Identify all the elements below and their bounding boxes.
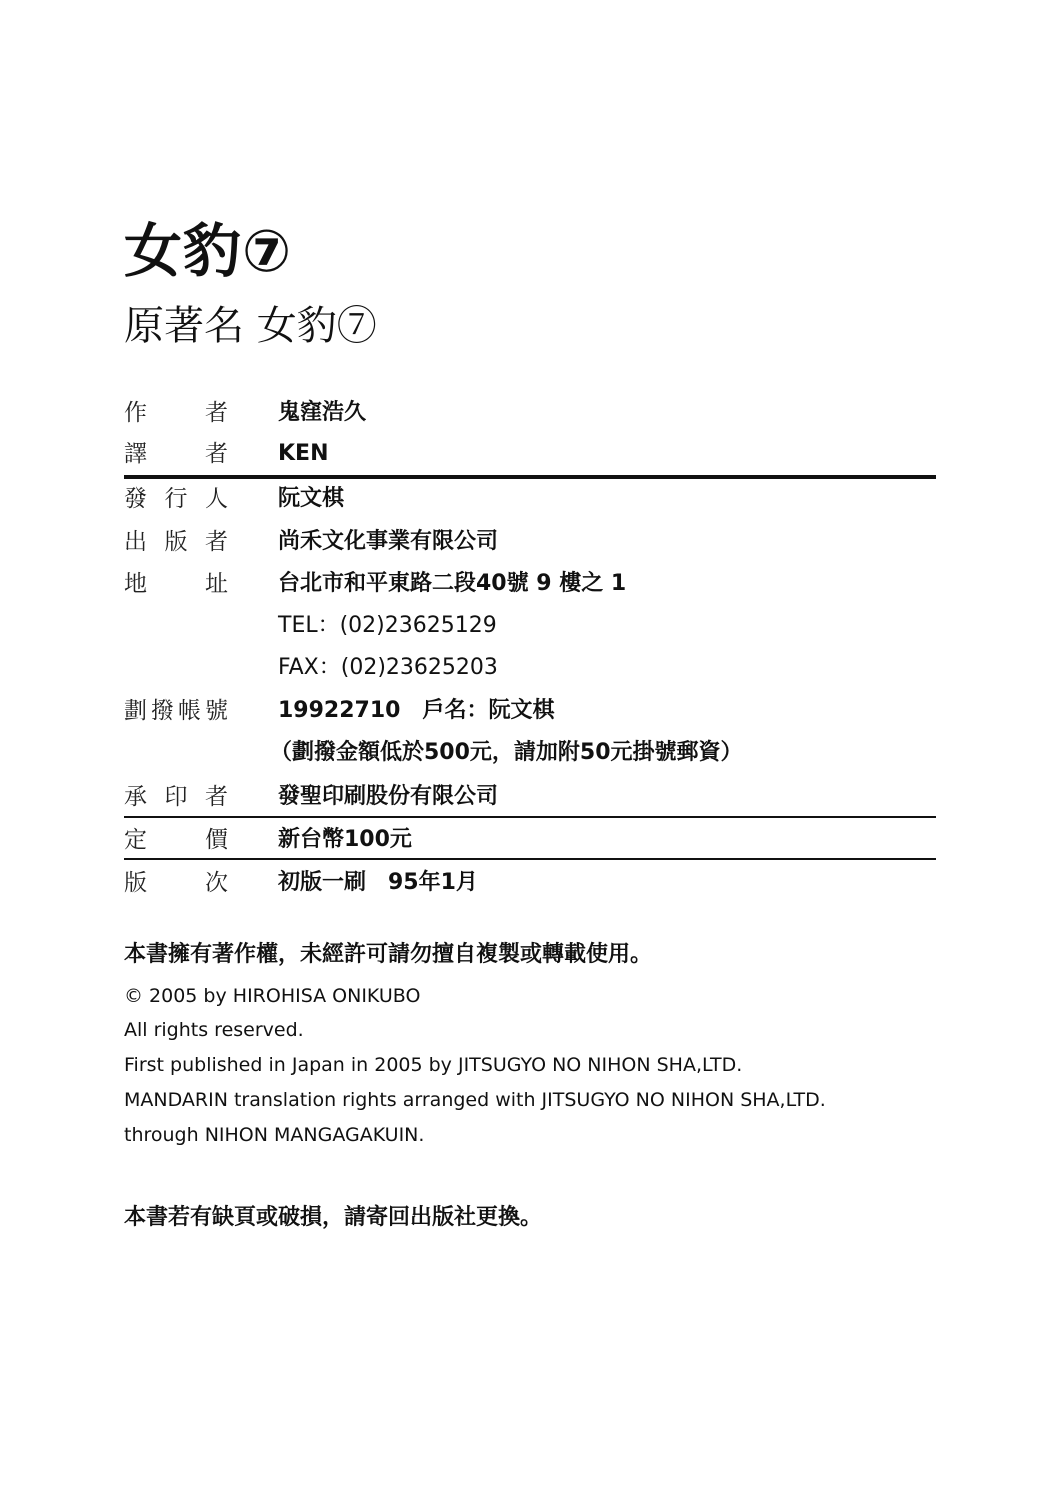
account-row	[124, 695, 936, 731]
publisher-person-row	[124, 483, 936, 519]
fax-row	[124, 652, 936, 688]
author-label: 作 者	[124, 400, 228, 426]
author-row	[124, 397, 936, 433]
author-value: 鬼窪浩久	[278, 400, 367, 425]
publisher-person-label: 發 行 人	[124, 486, 228, 512]
translator-row	[124, 438, 936, 474]
printer-label: 承 印 者	[124, 784, 228, 810]
tel-value: TEL：(02)23625129	[278, 613, 497, 638]
publisher-value: 尚禾文化事業有限公司	[278, 529, 499, 554]
account-value: 19922710 戶名：阮文棋	[278, 698, 555, 723]
edition-value: 初版一刷 95年1月	[278, 870, 478, 895]
rights-line: All rights reserved.	[124, 1019, 304, 1041]
publisher-person-value: 阮文棋	[278, 486, 345, 511]
agency-line: through NIHON MANGAGAKUIN.	[124, 1124, 425, 1146]
copyright-line: © 2005 by HIROHISA ONIKUBO	[124, 985, 421, 1007]
book-title: 女豹⑦	[124, 217, 293, 285]
publisher-row	[124, 526, 936, 562]
translator-label: 譯 者	[124, 441, 228, 467]
first-published-line: First published in Japan in 2005 by JITSUGYO NO NIHON SHA,LTD.	[124, 1054, 743, 1076]
printer-row	[124, 781, 936, 817]
price-value: 新台幣100元	[278, 827, 412, 852]
edition-label: 版 次	[124, 870, 228, 896]
edition-row	[124, 867, 936, 903]
damaged-notice: 本書若有缺頁或破損，請寄回出版社更換。	[124, 1205, 543, 1230]
fax-value: FAX：(02)23625203	[278, 655, 498, 680]
original-title: 原著名 女豹⑦	[124, 303, 377, 349]
account-note: （劃撥金額低於500元，請加附50元掛號郵資）	[270, 740, 743, 765]
price-label: 定 價	[124, 827, 228, 853]
account-note-row	[124, 737, 936, 773]
divider-thin-1	[124, 816, 936, 818]
printer-value: 發聖印刷股份有限公司	[278, 784, 499, 809]
price-row	[124, 824, 936, 860]
translation-rights-line: MANDARIN translation rights arranged with JITSUGYO NO NIHON SHA,LTD.	[124, 1089, 826, 1111]
publisher-label: 出 版 者	[124, 529, 228, 555]
address-label: 地 址	[124, 571, 228, 597]
copyright-notice: 本書擁有著作權，未經許可請勿擅自複製或轉載使用。	[124, 942, 653, 967]
tel-row	[124, 610, 936, 646]
divider-thick	[124, 475, 936, 479]
address-row	[124, 568, 936, 604]
translator-value: KEN	[278, 441, 329, 466]
account-label: 劃 撥 帳 號	[124, 698, 228, 724]
divider-thin-2	[124, 858, 936, 860]
address-value: 台北市和平東路二段40號 9 樓之 1	[278, 571, 627, 596]
